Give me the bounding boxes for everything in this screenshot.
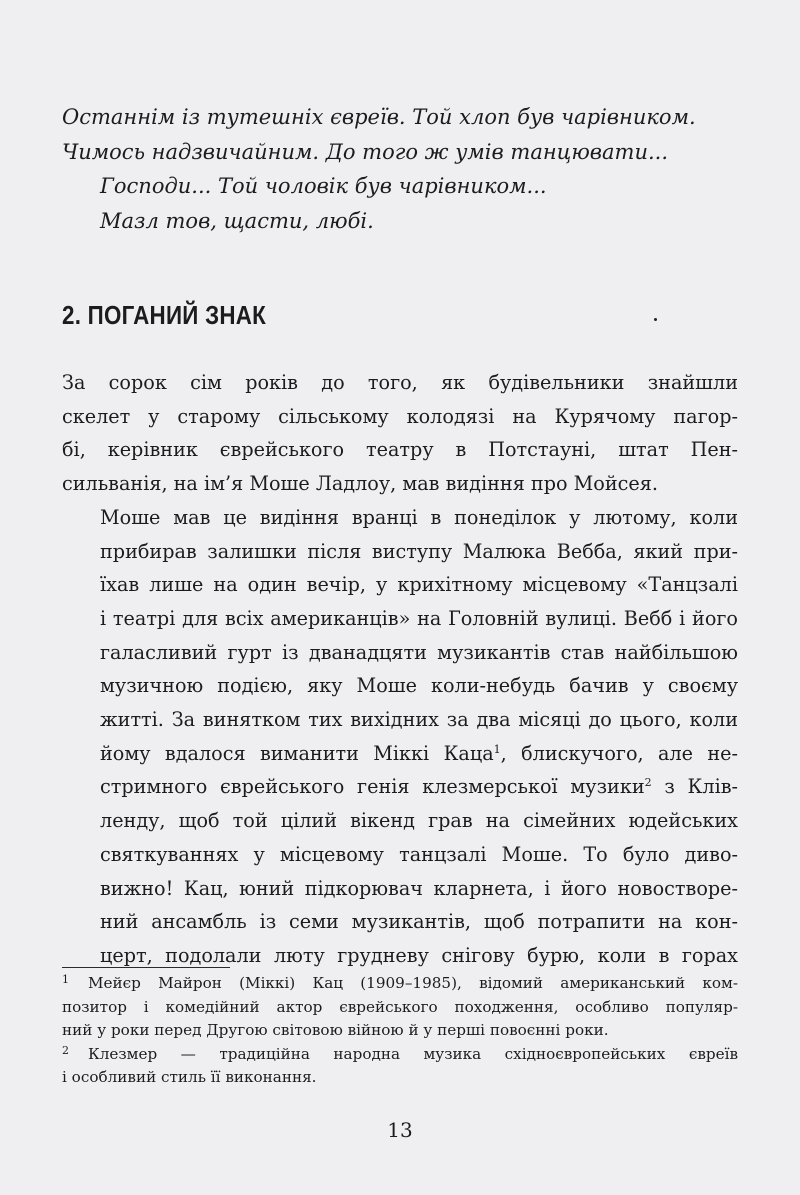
epigraph-line: Господи... Той чоловік був чарівником...	[100, 174, 547, 198]
text-line: і театрі для всіх американців» на Головній вулиці. Вебб і його	[100, 606, 738, 630]
chapter-heading: 2. ПОГАНИЙ ЗНАК	[62, 300, 267, 330]
text-line-with-footnote	[62, 737, 738, 771]
text-line-with-footnote	[62, 770, 738, 804]
text-line: За сорок сім років до того, як будівельники знайшли	[62, 371, 738, 394]
print-speck	[654, 318, 657, 321]
footnote-reference: 2	[644, 776, 652, 790]
text-line: святкуваннях у місцевому танцзалі Моше. То було диво-	[100, 842, 738, 866]
footnote-line: 2 Клезмер — традиційна народна музика східноєвропейських євреїв	[62, 1043, 738, 1063]
page-number: 13	[387, 1118, 413, 1142]
text-fragment: стримного єврейського генія клезмерської музики	[100, 775, 645, 799]
epigraph-line: Мазл тов, щасти, любі.	[100, 208, 374, 233]
text-line: музичною подією, яку Моше коли-небудь бачив у своєму	[100, 674, 738, 698]
text-line: вижно! Кац, юний підкорювач кларнета, і його новостворе-	[100, 876, 738, 900]
text-fragment: йому вдалося виманити Міккі Каца	[100, 741, 494, 765]
footnotes	[62, 972, 738, 1090]
paragraph	[62, 366, 738, 501]
text-line: Моше мав це видіння вранці в понеділок у лютому, коли	[100, 505, 738, 529]
text-line: галасливий гурт із дванадцяти музикантів став найбільшою	[100, 640, 738, 664]
text-line: сильванія, на ім’я Моше Ладлоу, мав видіння про Мойсея.	[62, 472, 658, 496]
text-fragment: з Клів-	[651, 775, 739, 799]
footnote-1	[62, 972, 738, 1043]
text-line: ленду, щоб той цілий вікенд грав на сімейних юдейських	[100, 809, 738, 833]
text-line: їхав лише на один вечір, у крихітному місцевому «Танцзалі	[100, 573, 738, 597]
footnote-line: ний у роки перед Другою світовою війною й у перші повоєнні роки.	[62, 1021, 609, 1040]
footnote-reference: 1	[493, 742, 501, 756]
epigraph-line: Чимось надзвичайним. До того ж умів танцювати...	[62, 139, 669, 164]
text-line: церт, подолали люту грудневу снігову бурю, коли в горах	[100, 943, 738, 967]
paragraph	[62, 501, 738, 973]
footnote-line: 1 Мейєр Майрон (Міккі) Кац (1909–1985), відомий американський ком-	[62, 973, 738, 992]
text-fragment: , блискучого, але не-	[500, 741, 738, 765]
footnote-text: Клезмер — традиційна народна музика східноєвропейських євреїв	[88, 1044, 738, 1063]
footnote-line: позитор і комедійний актор єврейського походження, особливо популяр-	[62, 997, 738, 1016]
text-line: скелет у старому сільському колодязі на Курячому пагор-	[62, 404, 738, 428]
footnote-divider	[62, 967, 230, 968]
text-line: бі, керівник єврейського театру в Потстауні, штат Пен-	[62, 438, 738, 462]
text-line: прибирав залишки після виступу Малюка Вебба, який при-	[100, 539, 738, 563]
footnote-2	[62, 1043, 738, 1090]
text-line: ний ансамбль із семи музикантів, щоб потрапити на кон-	[100, 910, 738, 934]
text-line: житті. За винятком тих вихідних за два місяці до цього, коли	[100, 708, 738, 732]
epigraph	[62, 100, 742, 238]
footnote-line: і особливий стиль її виконання.	[62, 1068, 317, 1087]
epigraph-line: Останнім із тутешніх євреїв. Той хлоп був чарівником.	[62, 105, 696, 129]
footnote-text: Мейєр Майрон (Міккі) Кац (1909–1985), відомий американський ком-	[88, 974, 738, 992]
body-text	[62, 366, 738, 973]
